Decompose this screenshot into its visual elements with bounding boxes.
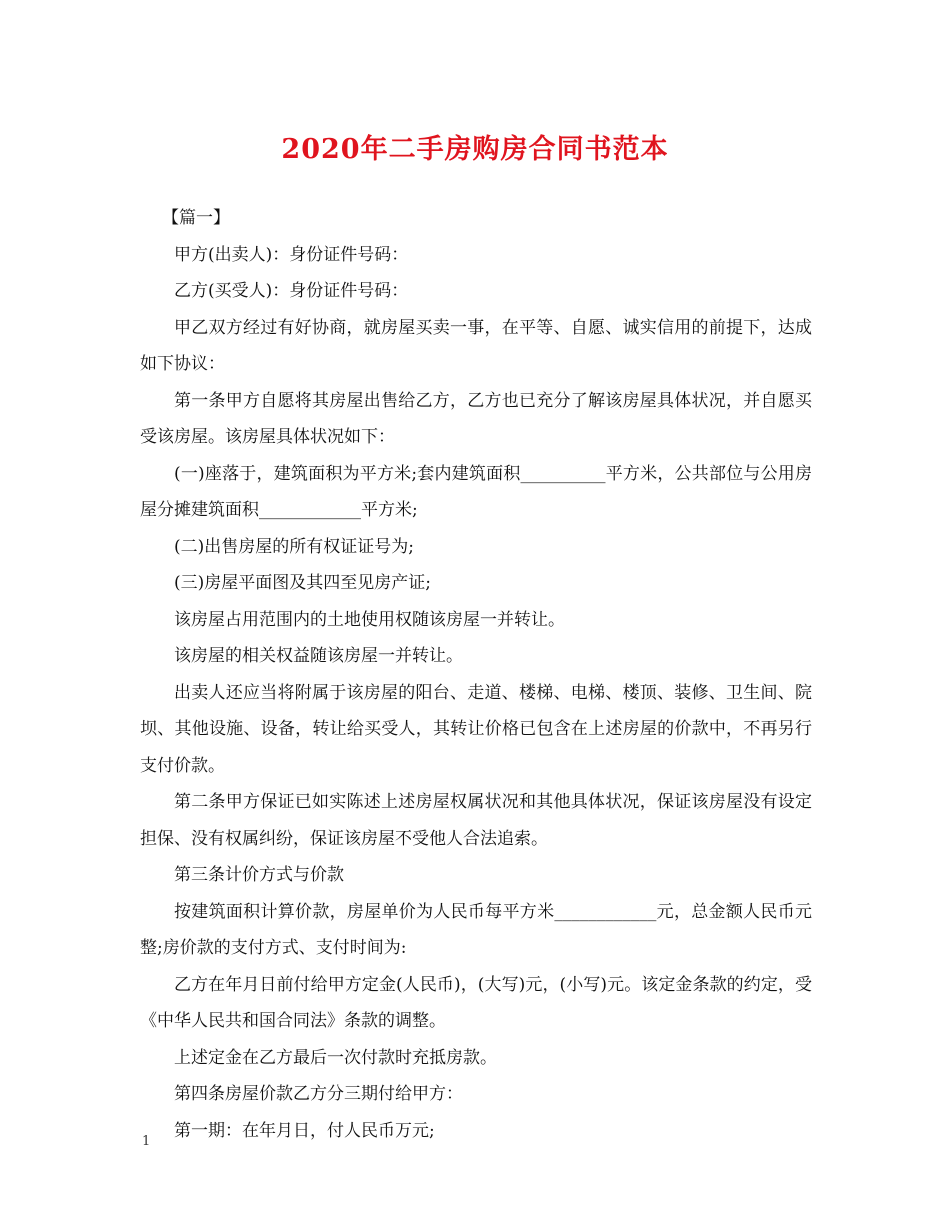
paragraph-seller: 甲方(出卖人)：身份证件号码： <box>174 244 409 265</box>
paragraph-land-rights: 该房屋占用范围内的土地使用权随该房屋一并转让。 <box>174 609 565 630</box>
paragraph-article-1: 第一条甲方自愿将其房屋出售给乙方，乙方也已充分了解该房屋具体状况，并自愿买受该房屋。该房屋具体状况如下： <box>140 390 812 447</box>
paragraph-pricing: 按建筑面积计算价款，房屋单价为人民币每平方米____________元，总金额人民币元整;房价款的支付方式、支付时间为: <box>140 901 812 958</box>
paragraph-facilities: 出卖人还应当将附属于该房屋的阳台、走道、楼梯、电梯、楼顶、装修、卫生间、院坝、其他设施、设备，转让给买受人，其转让价格已包含在上述房屋的价款中，不再另行支付价款。 <box>140 682 812 776</box>
paragraph-first-installment: 第一期：在年月日，付人民币万元; <box>174 1120 435 1141</box>
paragraph-floor-plan: (三)房屋平面图及其四至见房产证; <box>174 573 431 593</box>
paragraph-article-4: 第四条房屋价款乙方分三期付给甲方： <box>174 1084 463 1104</box>
paragraph-certificate: (二)出售房屋的所有权证证号为; <box>174 536 414 557</box>
paragraph-deposit: 乙方在年月日前付给甲方定金(人民币)，(大写)元，(小写)元。该定金条款的约定，受《中华人民共和国合同法》条款的调整。 <box>140 974 812 1031</box>
paragraph-agreement: 甲乙双方经过有好协商，就房屋买卖一事，在平等、自愿、诚实信用的前提下，达成如下协议： <box>140 317 812 374</box>
document-title: 2020年二手房购房合同书范本 <box>281 134 669 165</box>
section-heading: 【篇一】 <box>162 208 230 228</box>
paragraph-related-rights: 该房屋的相关权益随该房屋一并转让。 <box>174 646 463 666</box>
paragraph-location: (一)座落于，建筑面积为平方米;套内建筑面积__________平方米，公共部位与公用房屋分摊建筑面积____________平方米; <box>140 463 812 520</box>
page-number: 1 <box>142 1134 151 1149</box>
paragraph-buyer: 乙方(买受人)：身份证件号码： <box>174 281 409 301</box>
paragraph-article-3: 第三条计价方式与价款 <box>174 865 344 885</box>
document-body <box>140 200 812 1149</box>
paragraph-article-2: 第二条甲方保证已如实陈述上述房屋权属状况和其他具体状况，保证该房屋没有设定担保、没有权属纠纷，保证该房屋不受他人合法追索。 <box>140 792 812 849</box>
paragraph-deposit-offset: 上述定金在乙方最后一次付款时充抵房款。 <box>174 1047 497 1068</box>
